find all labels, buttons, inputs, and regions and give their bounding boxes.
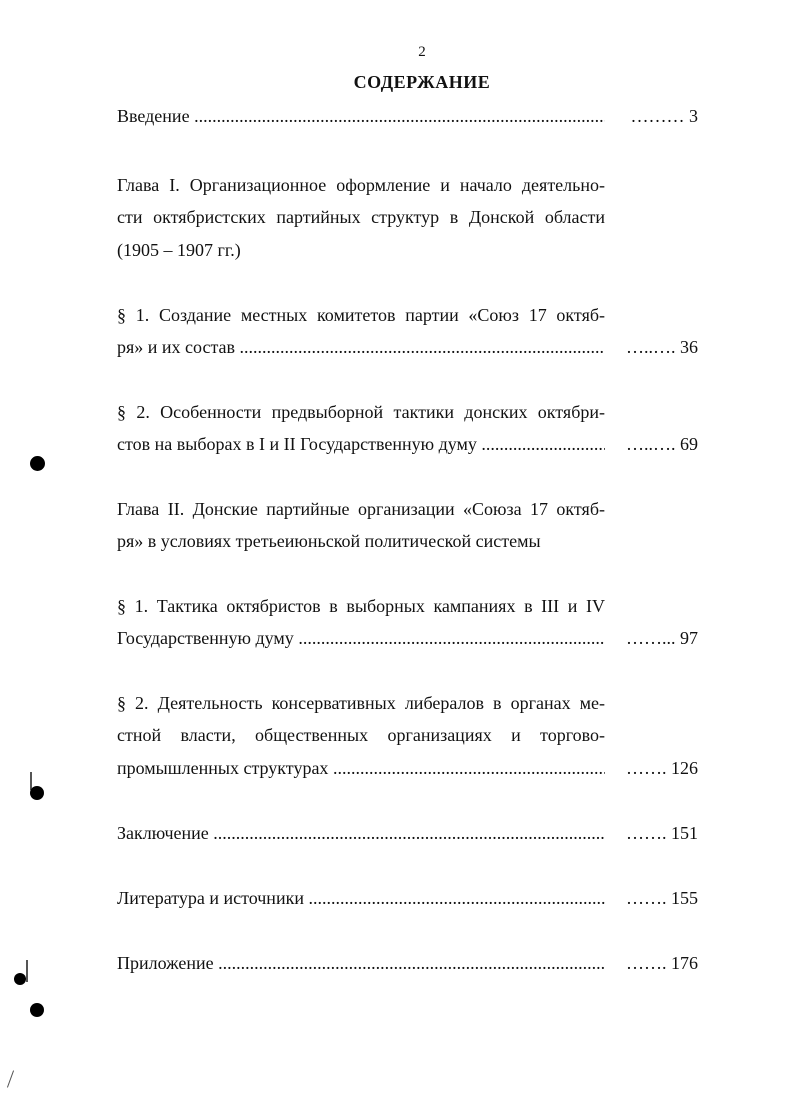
toc-section-2-1-line-1: § 1. Тактика октябристов в выборных кампаниях в III и IV: [117, 596, 605, 616]
margin-tick-3: [7, 1070, 14, 1087]
toc-section-2-1-line-2: Государственную думу .....: [117, 625, 605, 651]
page-title: СОДЕРЖАНИЕ: [353, 72, 491, 92]
toc-entry-intro-page: ……… 3: [630, 106, 698, 126]
toc-section-2-2-page: ……. 126: [626, 758, 698, 778]
toc-section-2-2-line-2: стной власти, общественных организациях и торгово-: [117, 725, 605, 745]
toc-entry-intro-label: Введение .....: [117, 103, 605, 129]
binder-hole-mark-3: [14, 973, 26, 985]
toc-section-2-2-line-3: промышленных структурах .....: [117, 755, 605, 781]
page-number: 2: [418, 44, 426, 60]
toc-chapter-1-line-2: сти октябристских партийных структур в Донской области: [117, 207, 605, 227]
toc-section-1-1-line-1: § 1. Создание местных комитетов партии «Союз 17 октяб-: [117, 305, 605, 325]
toc-entry-appendix-label: Приложение .....: [117, 950, 605, 976]
toc-chapter-2-line-1: Глава II. Донские партийные организации «Союза 17 октяб-: [117, 499, 605, 519]
toc-chapter-1-line-1: Глава I. Организационное оформление и начало деятельно-: [117, 175, 605, 195]
toc-chapter-1-line-3: (1905 – 1907 гг.): [117, 240, 241, 260]
toc-section-2-1-page: ……... 97: [626, 628, 698, 648]
toc-section-1-1-line-2: ря» и их состав .....: [117, 334, 605, 360]
toc-section-1-2-page: …..…. 69: [626, 434, 698, 454]
toc-section-1-2-line-1: § 2. Особенности предвыборной тактики донских октябри-: [117, 402, 605, 422]
toc-section-1-1-page: …..…. 36: [626, 337, 698, 357]
margin-tick-2: [26, 960, 28, 982]
toc-entry-literature-label: Литература и источники .....: [117, 885, 605, 911]
toc-entry-conclusion-page: ……. 151: [626, 823, 698, 843]
toc-chapter-2-line-2: ря» в условиях третьеиюньской политической системы: [117, 531, 541, 551]
toc-entry-literature-page: ……. 155: [626, 888, 698, 908]
toc-section-1-2-line-2: стов на выборах в I и II Государственную думу .....: [117, 431, 605, 457]
toc-entry-appendix-page: ……. 176: [626, 953, 698, 973]
toc-section-2-2-line-1: § 2. Деятельность консервативных либералов в органах ме-: [117, 693, 605, 713]
binder-hole-mark-1: [30, 456, 45, 471]
binder-hole-mark-2: [30, 786, 44, 800]
binder-hole-mark-4: [30, 1003, 44, 1017]
toc-entry-conclusion-label: Заключение .....: [117, 820, 605, 846]
